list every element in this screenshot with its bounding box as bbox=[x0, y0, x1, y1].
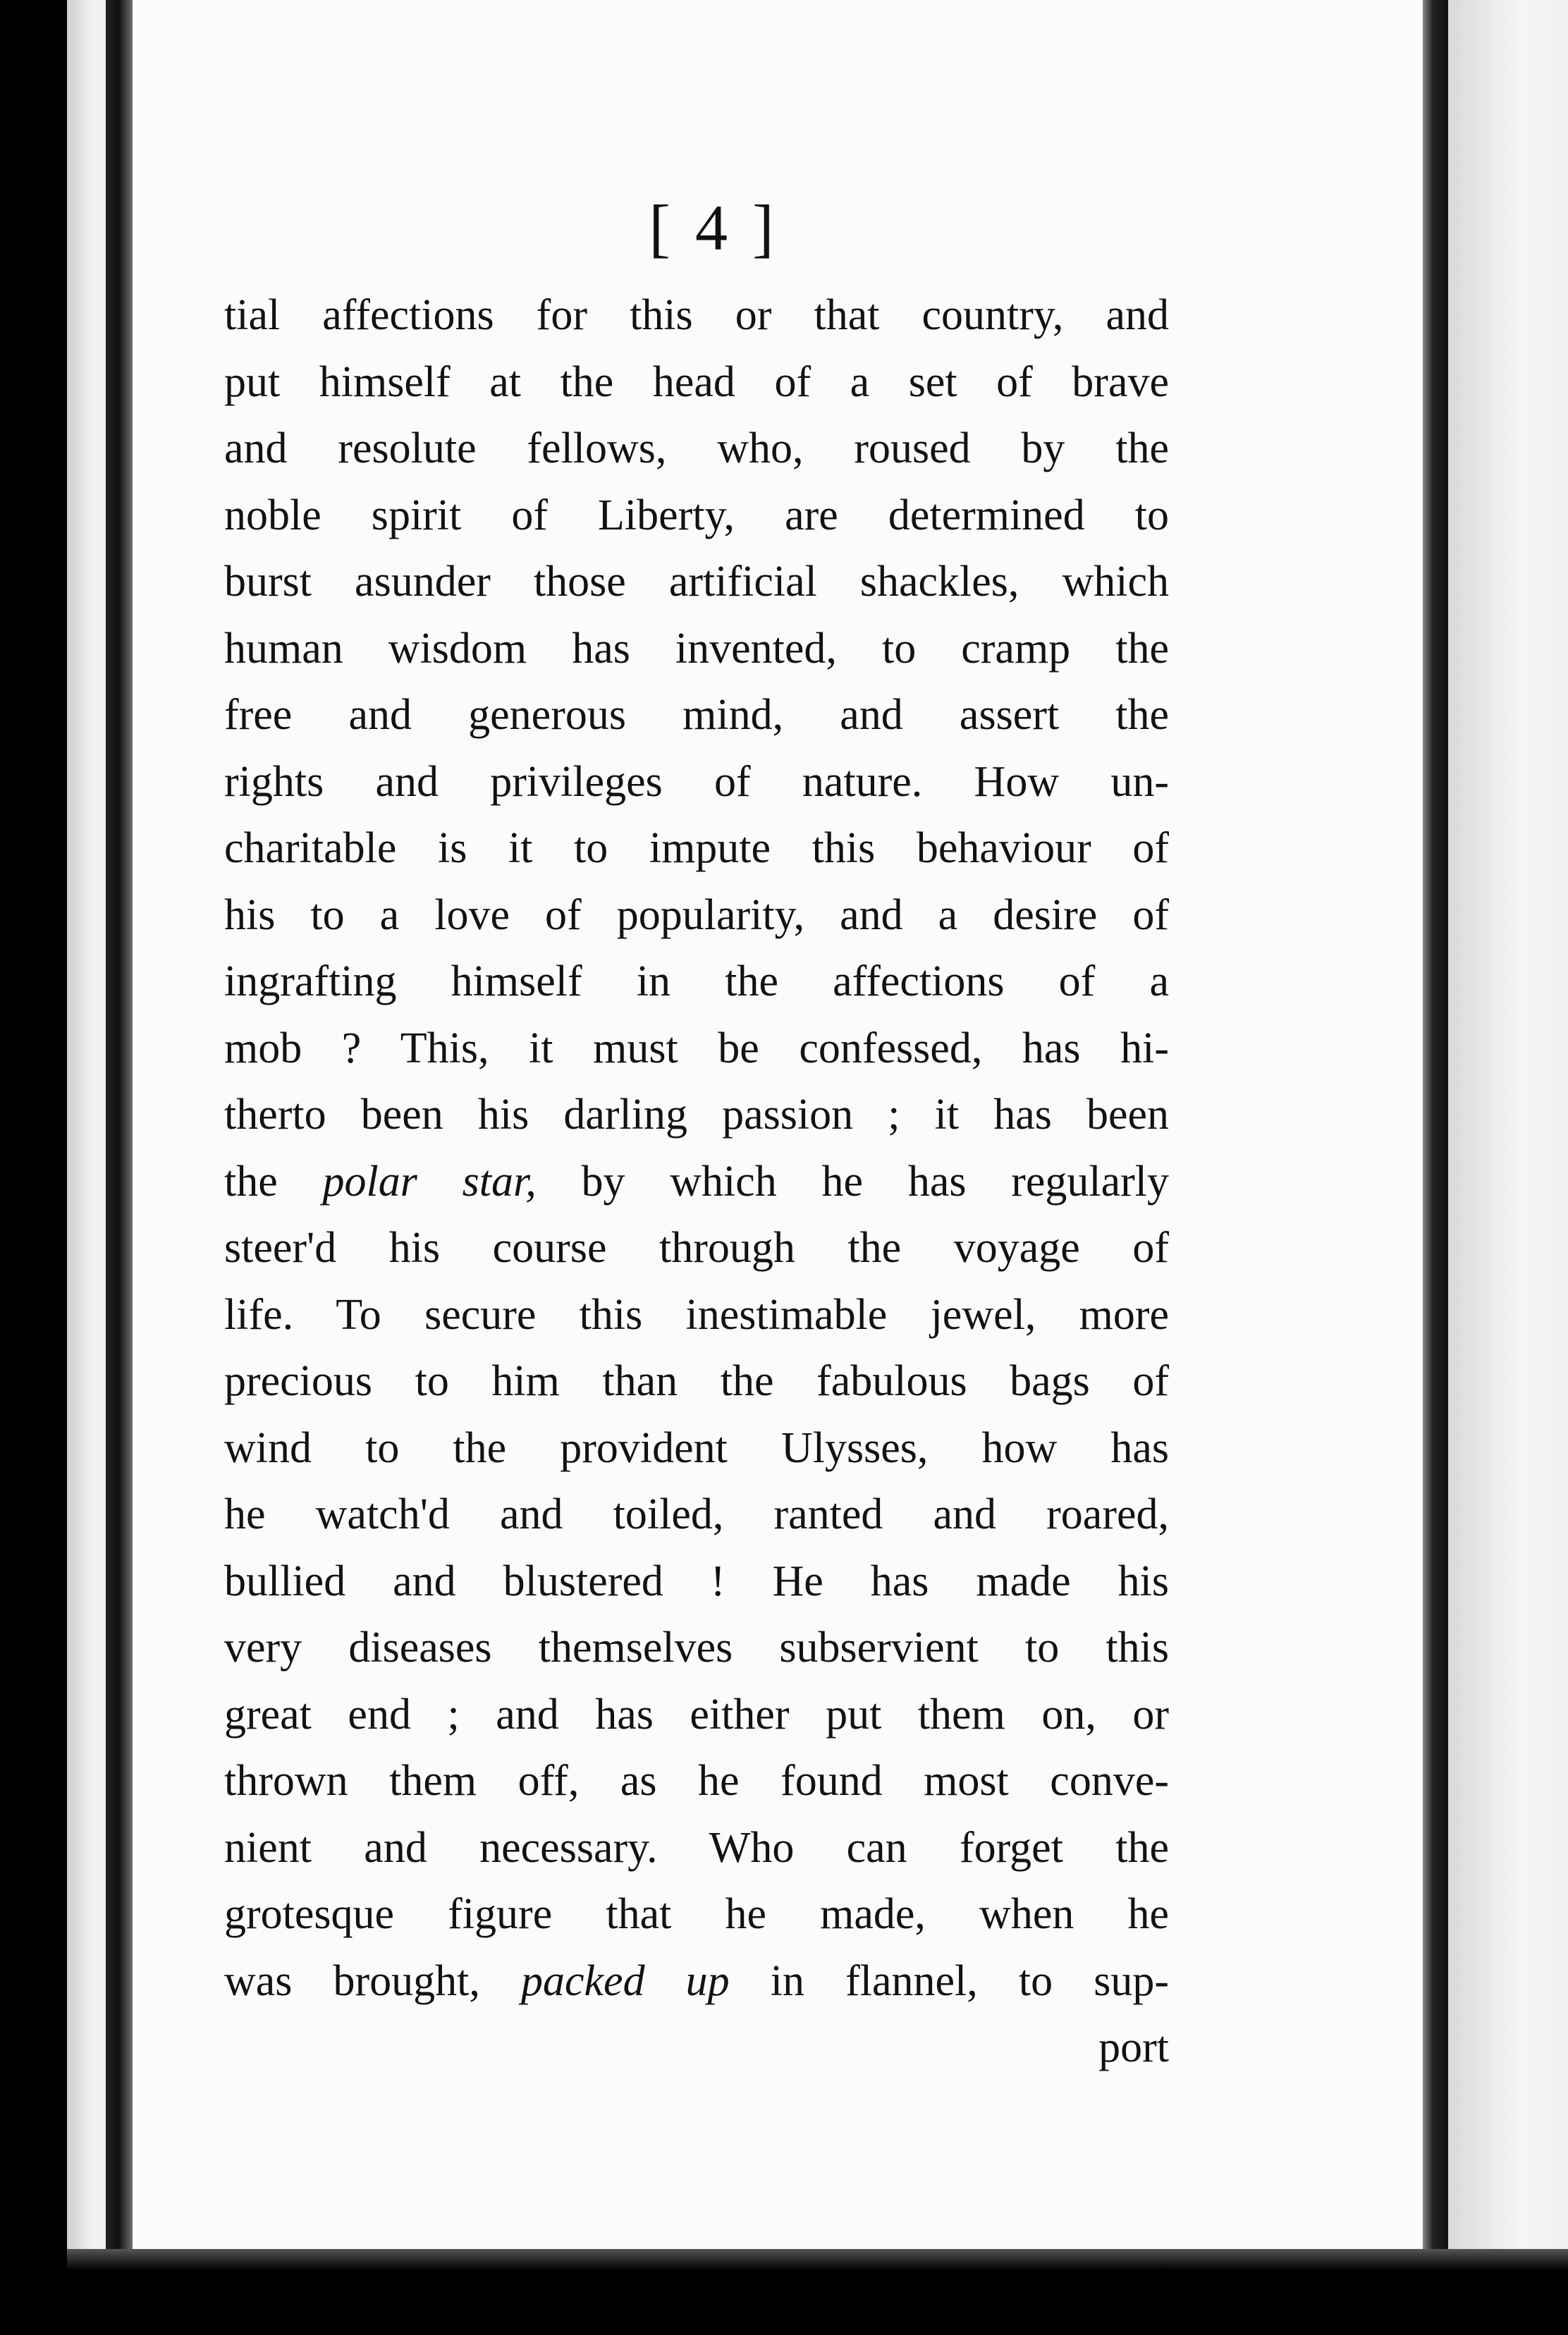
text-segment: the bbox=[224, 1157, 323, 1206]
text-line: noble spirit of Liberty, are determined to bbox=[224, 491, 1169, 539]
page-number: [ 4 ] bbox=[649, 192, 778, 264]
text-line: therto been his darling passion ; it has been bbox=[224, 1091, 1169, 1139]
bottom-edge-shadow bbox=[67, 2249, 1568, 2270]
text-line: rights and privileges of nature. How un- bbox=[224, 757, 1169, 806]
text-line: and resolute fellows, who, roused by the bbox=[224, 424, 1169, 472]
text-line: free and generous mind, and assert the bbox=[224, 691, 1169, 739]
text-segment: was brought, bbox=[224, 1956, 522, 2005]
text-line: charitable is it to impute this behaviour of bbox=[224, 824, 1169, 872]
text-line: steer'd his course through the voyage of bbox=[224, 1224, 1169, 1272]
next-page-edge bbox=[1448, 0, 1568, 2267]
text-line: ingrafting himself in the affections of a bbox=[224, 957, 1169, 1005]
body-text bbox=[224, 282, 1169, 2081]
italic-phrase: packed up bbox=[521, 1956, 730, 2005]
text-line: human wisdom has invented, to cramp the bbox=[224, 624, 1169, 673]
text-segment: in flannel, to sup- bbox=[729, 1956, 1169, 2005]
text-line: put himself at the head of a set of brave bbox=[224, 357, 1169, 406]
text-line: bullied and blustered ! He has made his bbox=[224, 1557, 1169, 1605]
text-line bbox=[224, 1948, 1169, 2015]
text-line: his to a love of popularity, and a desire of bbox=[224, 890, 1169, 939]
catchword: port bbox=[1098, 2023, 1169, 2071]
italic-phrase: polar star, bbox=[322, 1157, 537, 1206]
text-line: very diseases themselves subservient to this bbox=[224, 1624, 1169, 1672]
text-line: mob ? This, it must be confessed, has hi- bbox=[224, 1024, 1169, 1072]
text-line: nient and necessary. Who can forget the bbox=[224, 1823, 1169, 1872]
text-line: thrown them off, as he found most conve- bbox=[224, 1757, 1169, 1805]
text-line: tial affections for this or that country, and bbox=[224, 291, 1169, 339]
text-line: burst asunder those artificial shackles, which bbox=[224, 558, 1169, 606]
text-line: wind to the provident Ulysses, how has bbox=[224, 1423, 1169, 1472]
text-line: he watch'd and toiled, ranted and roared, bbox=[224, 1490, 1169, 1538]
text-line: life. To secure this inestimable jewel, more bbox=[224, 1290, 1169, 1339]
text-line: precious to him than the fabulous bags of bbox=[224, 1357, 1169, 1405]
text-line: grotesque figure that he made, when he bbox=[224, 1890, 1169, 1938]
binding-shadow-left bbox=[106, 0, 134, 2249]
binding-shadow-right bbox=[1423, 0, 1448, 2256]
text-line: great end ; and has either put them on, or bbox=[224, 1690, 1169, 1739]
text-line bbox=[224, 1148, 1169, 1215]
text-segment: by which he has regularly bbox=[536, 1157, 1170, 1206]
